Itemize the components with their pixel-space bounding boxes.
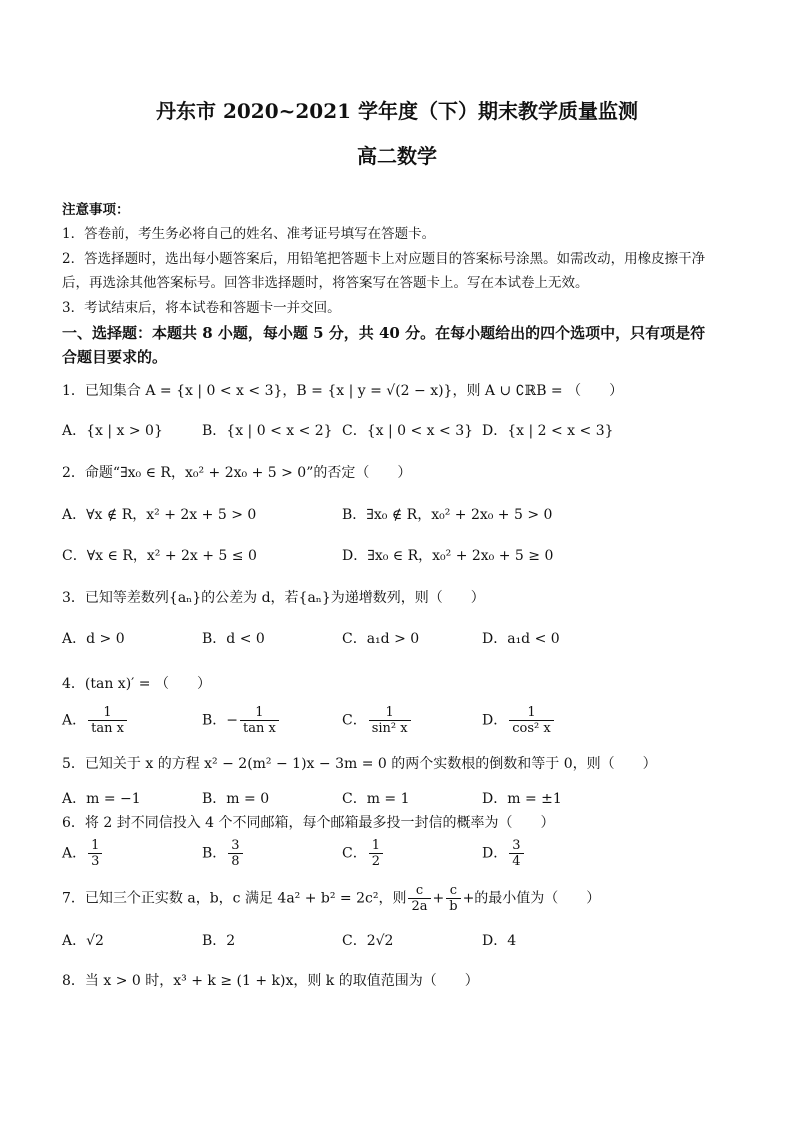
q7-plus: +: [432, 890, 445, 907]
q3-option-a: A．d > 0: [62, 631, 125, 647]
q4-c-fraction: [369, 705, 411, 736]
q4-d-fraction: [509, 705, 553, 736]
question-4-stem: 4．(tan x)′ = （ ）: [62, 676, 211, 692]
q4-b-denominator: tan x: [243, 721, 276, 736]
exam-subtitle: 高二数学: [357, 144, 437, 168]
q4-option-c: [342, 705, 413, 736]
q1-option-d: D．{x | 2 < x < 3}: [482, 423, 614, 439]
q4-b-label: B．−: [202, 712, 239, 729]
q4-a-numerator: 1: [88, 705, 127, 721]
q6-option-a: [62, 838, 104, 869]
question-3-stem: 3．已知等差数列{aₙ}的公差为 d，若{aₙ}为递增数列，则（ ）: [62, 590, 485, 606]
q5-option-c: C．m = 1: [342, 791, 410, 807]
q1-option-b: B．{x | 0 < x < 2}: [202, 423, 333, 439]
q6-b-fraction: [228, 838, 242, 869]
section-heading-line-2: 合题目要求的。: [62, 348, 168, 366]
q5-option-d: D．m = ±1: [482, 791, 562, 807]
q5-option-b: B．m = 0: [202, 791, 270, 807]
q3-option-d: D．a₁d < 0: [482, 631, 560, 647]
q4-option-d: [482, 705, 556, 736]
note-2-line-1: 2．答选择题时，选出每小题答案后，用铅笔把答题卡上对应题目的答案标号涂黑。如需改动，用橡皮擦干净: [62, 251, 706, 267]
q7-f1-denominator: 2a: [411, 899, 428, 914]
section-heading-line-1: 一、选择题：本题共 8 小题，每小题 5 分，共 40 分。在每小题给出的四个选项中，只有项是符: [62, 324, 706, 342]
question-7-stem: [62, 883, 732, 914]
q1-option-a: A．{x | x > 0}: [62, 423, 163, 439]
q7-fraction-2: [446, 883, 460, 914]
q7-stem-end: +的最小值为（ ）: [462, 890, 601, 907]
q6-c-fraction: [369, 838, 383, 869]
q2-option-c: C．∀x ∈ R，x² + 2x + 5 ≤ 0: [62, 548, 257, 564]
question-1-stem: 1．已知集合 A = {x | 0 < x < 3}，B = {x | y = √(2 − x)}，则 A ∪ ∁ℝB = （ ）: [62, 383, 624, 399]
q6-option-d: [482, 838, 526, 869]
exam-title: 丹东市 2020~2021 学年度（下）期末教学质量监测: [155, 99, 638, 123]
q3-option-b: B．d < 0: [202, 631, 265, 647]
q6-d-fraction: [509, 838, 523, 869]
q7-fraction-1: [408, 883, 430, 914]
question-6-stem: 6．将 2 封不同信投入 4 个不同邮箱，每个邮箱最多投一封信的概率为（ ）: [62, 815, 555, 831]
q4-b-numerator: 1: [240, 705, 279, 721]
q6-option-b: [202, 838, 245, 869]
q2-option-d: D．∃x₀ ∈ R，x₀² + 2x₀ + 5 ≥ 0: [342, 548, 554, 564]
q7-f2-denominator: b: [449, 899, 458, 914]
question-5-stem: 5．已知关于 x 的方程 x² − 2(m² − 1)x − 3m = 0 的两个实数根的倒数和等于 0，则（ ）: [62, 756, 657, 772]
q2-option-b: B．∃x₀ ∉ R，x₀² + 2x₀ + 5 > 0: [342, 507, 553, 523]
q4-c-numerator: 1: [369, 705, 411, 721]
note-2-line-2: 后，再选涂其他答案标号。回答非选择题时，将答案写在答题卡上。写在本试卷上无效。: [62, 275, 589, 291]
q6-b-denominator: 8: [231, 854, 240, 869]
q7-f2-numerator: c: [446, 883, 460, 899]
q4-b-fraction: [240, 705, 279, 736]
q7-option-b: B．2: [202, 933, 236, 949]
q4-d-numerator: 1: [509, 705, 553, 721]
q6-a-numerator: 1: [88, 838, 102, 854]
q6-a-label: A．: [62, 845, 87, 862]
q6-c-label: C．: [342, 845, 367, 862]
q6-c-denominator: 2: [371, 854, 380, 869]
question-2-stem: 2．命题“∃x₀ ∈ R，x₀² + 2x₀ + 5 > 0”的否定（ ）: [62, 465, 412, 481]
q4-option-b: [202, 705, 281, 736]
q4-option-a: [62, 705, 129, 736]
q6-d-label: D．: [482, 845, 508, 862]
q2-option-a: A．∀x ∉ R，x² + 2x + 5 > 0: [62, 507, 257, 523]
q4-d-denominator: cos² x: [512, 721, 551, 736]
question-8-stem: 8．当 x > 0 时，x³ + k ≥ (1 + k)x，则 k 的取值范围为（ ）: [62, 973, 479, 989]
q7-option-d: D．4: [482, 933, 517, 949]
q4-d-label: D．: [482, 712, 508, 729]
q3-option-c: C．a₁d > 0: [342, 631, 420, 647]
q7-stem-start: 7．已知三个正实数 a，b，c 满足 4a² + b² = 2c²，则: [62, 890, 407, 907]
q6-d-denominator: 4: [512, 854, 521, 869]
q6-c-numerator: 1: [369, 838, 383, 854]
q6-option-c: [342, 838, 385, 869]
q1-option-c: C．{x | 0 < x < 3}: [342, 423, 474, 439]
q4-c-label: C．: [342, 712, 367, 729]
q6-b-numerator: 3: [228, 838, 242, 854]
q6-a-fraction: [88, 838, 102, 869]
q6-d-numerator: 3: [509, 838, 523, 854]
q5-option-a: A．m = −1: [62, 791, 141, 807]
q6-b-label: B．: [202, 845, 227, 862]
q4-c-denominator: sin² x: [371, 721, 408, 736]
q4-a-denominator: tan x: [91, 721, 124, 736]
q4-a-label: A．: [62, 712, 87, 729]
q7-option-a: A．√2: [62, 933, 104, 949]
notes-heading: 注意事项：: [62, 202, 130, 218]
note-3: 3．考试结束后，将本试卷和答题卡一并交回。: [62, 300, 341, 316]
q7-option-c: C．2√2: [342, 933, 394, 949]
note-1: 1．答卷前，考生务必将自己的姓名、准考证号填写在答题卡。: [62, 226, 436, 242]
q7-f1-numerator: c: [408, 883, 430, 899]
q4-a-fraction: [88, 705, 127, 736]
q6-a-denominator: 3: [91, 854, 100, 869]
